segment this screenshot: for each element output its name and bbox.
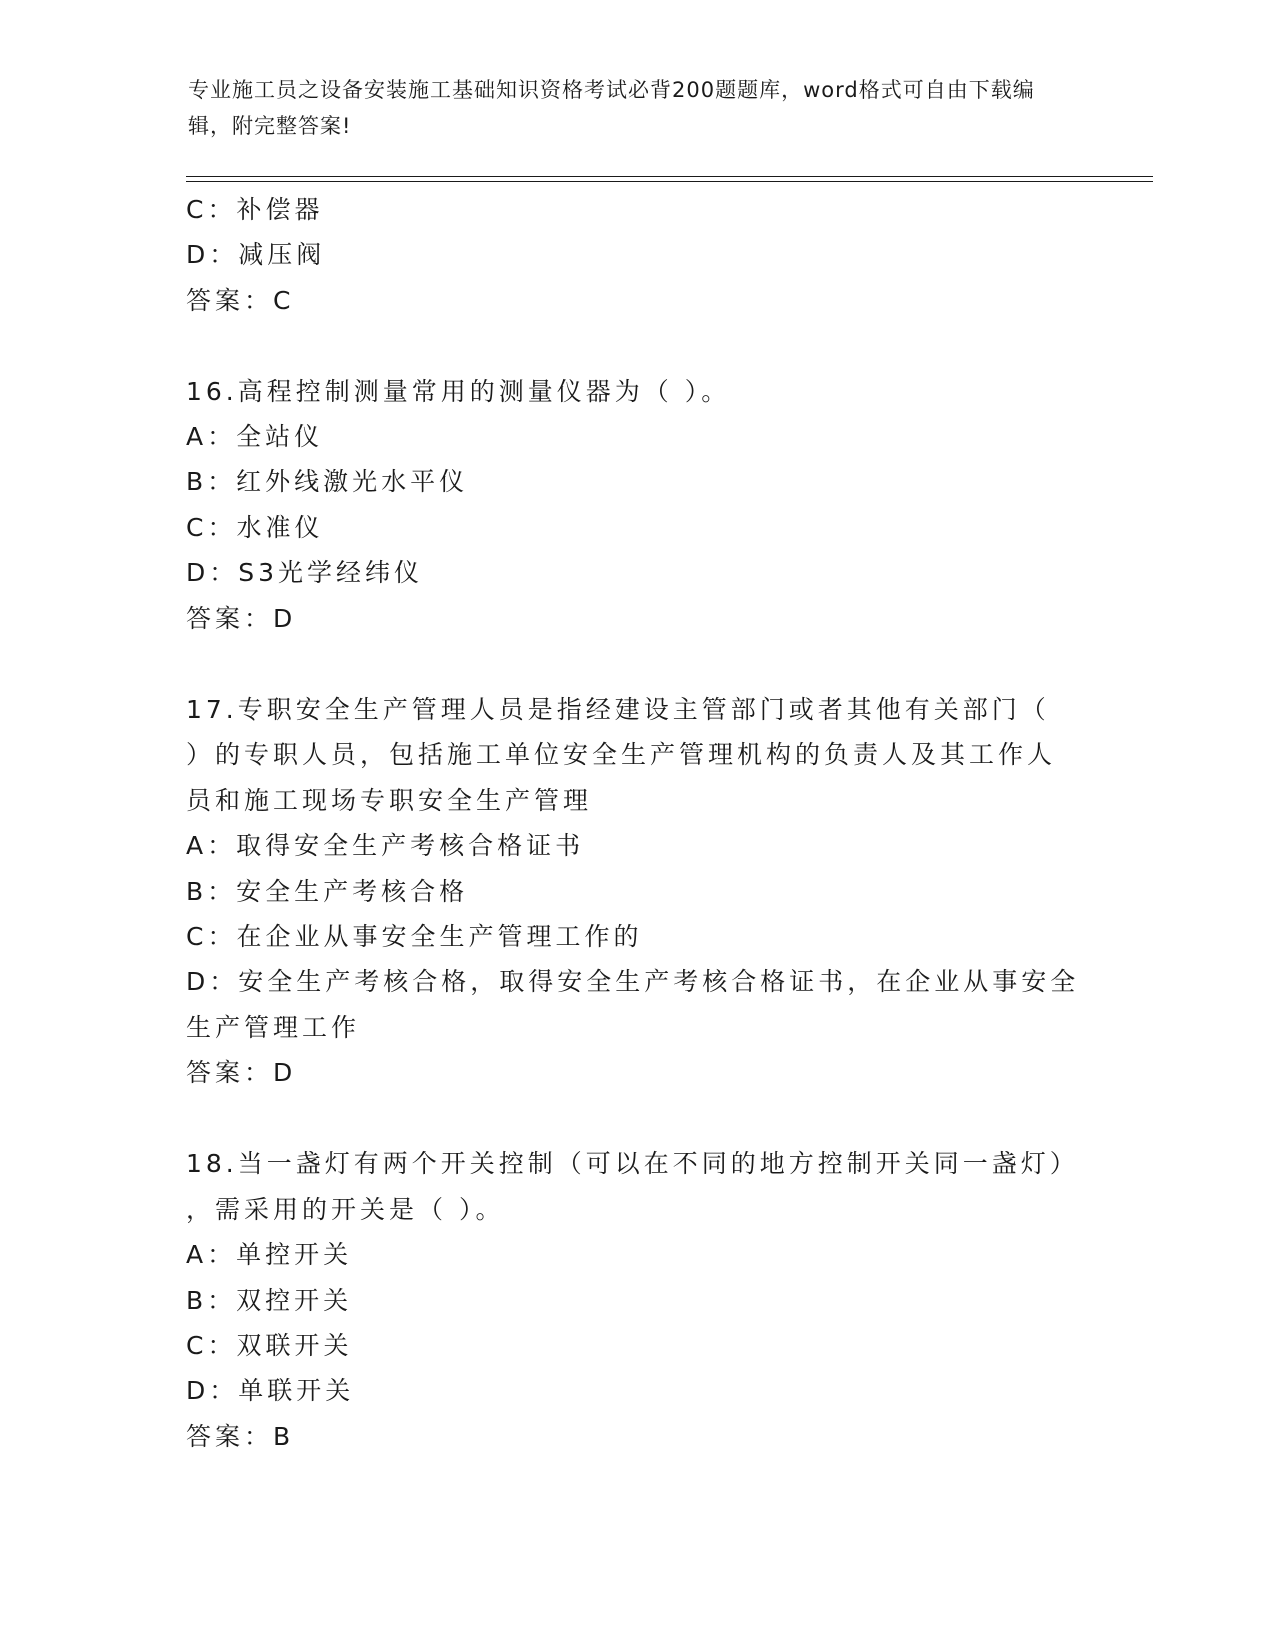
option-c: C：水准仪 [186, 513, 324, 542]
option-a: A：取得安全生产考核合格证书 [186, 831, 585, 860]
question-stem: 16.高程控制测量常用的测量仪器为（ ）。 [186, 377, 731, 406]
option-c: C：在企业从事安全生产管理工作的 [186, 922, 643, 951]
header-divider-bottom [186, 181, 1153, 182]
option-d: D：S3光学经纬仪 [186, 558, 424, 587]
question-stem-continued: ）的专职人员，包括施工单位安全生产管理机构的负责人及其工作人 [186, 740, 1057, 769]
option-b: B：红外线激光水平仪 [186, 467, 469, 496]
option-d: D：安全生产考核合格，取得安全生产考核合格证书，在企业从事安全 [186, 967, 1080, 996]
option-d: D：单联开关 [186, 1376, 355, 1405]
option-a: A：单控开关 [186, 1240, 353, 1269]
answer: 答案：D [186, 1058, 297, 1087]
question-stem: 18.当一盏灯有两个开关控制（可以在不同的地方控制开关同一盏灯） [186, 1149, 1079, 1178]
question-stem-continued: 员和施工现场专职安全生产管理 [186, 786, 593, 815]
question-stem-continued: ，需采用的开关是（ ）。 [186, 1195, 505, 1224]
header-divider-top [186, 176, 1153, 177]
option-c: C：补偿器 [186, 195, 324, 224]
answer: 答案：B [186, 1422, 295, 1451]
option-d-continued: 生产管理工作 [186, 1013, 361, 1042]
answer: 答案：C [186, 286, 295, 315]
answer: 答案：D [186, 604, 297, 633]
option-c: C：双联开关 [186, 1331, 353, 1360]
option-b: B：安全生产考核合格 [186, 877, 469, 906]
question-stem: 17.专职安全生产管理人员是指经建设主管部门或者其他有关部门（ [186, 695, 1050, 724]
option-b: B：双控开关 [186, 1286, 353, 1315]
option-d: D：减压阀 [186, 240, 326, 269]
option-a: A：全站仪 [186, 422, 324, 451]
document-header: 专业施工员之设备安装施工基础知识资格考试必背200题题库，word格式可自由下载编辑，附完整答案! [188, 78, 1035, 138]
